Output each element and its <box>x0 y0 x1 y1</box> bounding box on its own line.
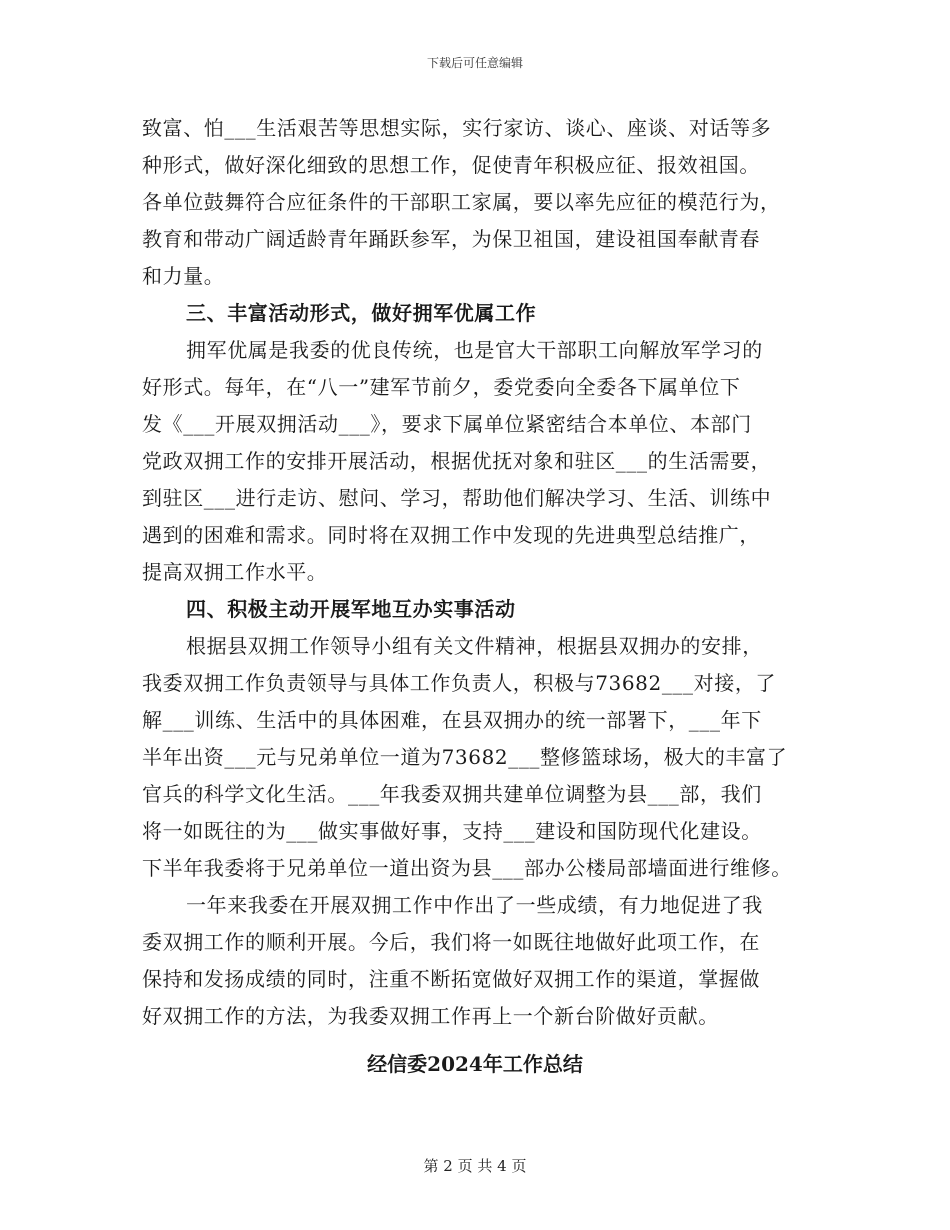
paragraph-line: 致富、怕___生活艰苦等思想实际，实行家访、谈心、座谈、对话等多 <box>142 116 772 140</box>
page-number: 第 2 页 共 4 页 <box>423 1157 527 1175</box>
paragraph-line: 半年出资___元与兄弟单位一道为73682___整修篮球场，极大的丰富了 <box>142 745 788 769</box>
paragraph-line: 解___训练、生活中的具体困难，在县双拥办的统一部署下，___年下 <box>142 708 762 732</box>
paragraph-line: 一年来我委在开展双拥工作中作出了一些成绩，有力地促进了我 <box>186 893 763 917</box>
paragraph-line: 拥军优属是我委的优良传统，也是官大干部职工向解放军学习的 <box>186 338 763 362</box>
paragraph-line: 各单位鼓舞符合应征条件的干部职工家属，要以率先应征的模范行为， <box>142 190 781 214</box>
paragraph-line: 到驻区___进行走访、慰问、学习，帮助他们解决学习、生活、训练中 <box>142 486 772 510</box>
document-title: 经信委2024年工作总结 <box>367 1052 583 1076</box>
paragraph-line: 遇到的困难和需求。同时将在双拥工作中发现的先进典型总结推广， <box>142 523 760 547</box>
paragraph-line: 将一如既往的为___做实事做好事，支持___建设和国防现代化建设。 <box>142 819 762 843</box>
paragraph-line: 委双拥工作的顺利开展。今后，我们将一如既往地做好此项工作，在 <box>142 930 760 954</box>
paragraph-line: 官兵的科学文化生活。___年我委双拥共建单位调整为县___部，我们 <box>142 782 762 806</box>
paragraph-line: 教育和带动广阔适龄青年踊跃参军，为保卫祖国，建设祖国奉献青春 <box>142 227 760 251</box>
paragraph-line: 发《___开展双拥活动___》，要求下属单位紧密结合本单位、本部门 <box>142 412 752 436</box>
paragraph-line: 下半年我委将于兄弟单位一道出资为县___部办公楼局部墙面进行维修。 <box>142 856 792 880</box>
paragraph-line: 和力量。 <box>142 264 225 288</box>
paragraph-line: 好双拥工作的方法，为我委双拥工作再上一个新台阶做好贡献。 <box>142 1004 719 1028</box>
paragraph-line: 好形式。每年，在“八一”建军节前夕，委党委向全委各下属单位下 <box>142 375 741 399</box>
paragraph-line: 根据县双拥工作领导小组有关文件精神，根据县双拥办的安排， <box>186 634 763 658</box>
paragraph-line: 种形式，做好深化细致的思想工作，促使青年积极应征、报效祖国。 <box>142 153 760 177</box>
section-heading: 三、丰富活动形式，做好拥军优属工作 <box>186 301 537 325</box>
section-heading: 四、积极主动开展军地互办实事活动 <box>186 597 516 621</box>
document-body <box>142 110 822 1035</box>
page-header: 下载后可任意编辑 <box>426 56 523 70</box>
paragraph-line: 保持和发扬成绩的同时，注重不断拓宽做好双拥工作的渠道，掌握做 <box>142 967 760 991</box>
paragraph-line: 党政双拥工作的安排开展活动，根据优抚对象和驻区___的生活需要， <box>142 449 772 473</box>
paragraph-line: 我委双拥工作负责领导与具体工作负责人，积极与73682___对接，了 <box>142 671 777 695</box>
paragraph-line: 提高双拥工作水平。 <box>142 560 328 584</box>
